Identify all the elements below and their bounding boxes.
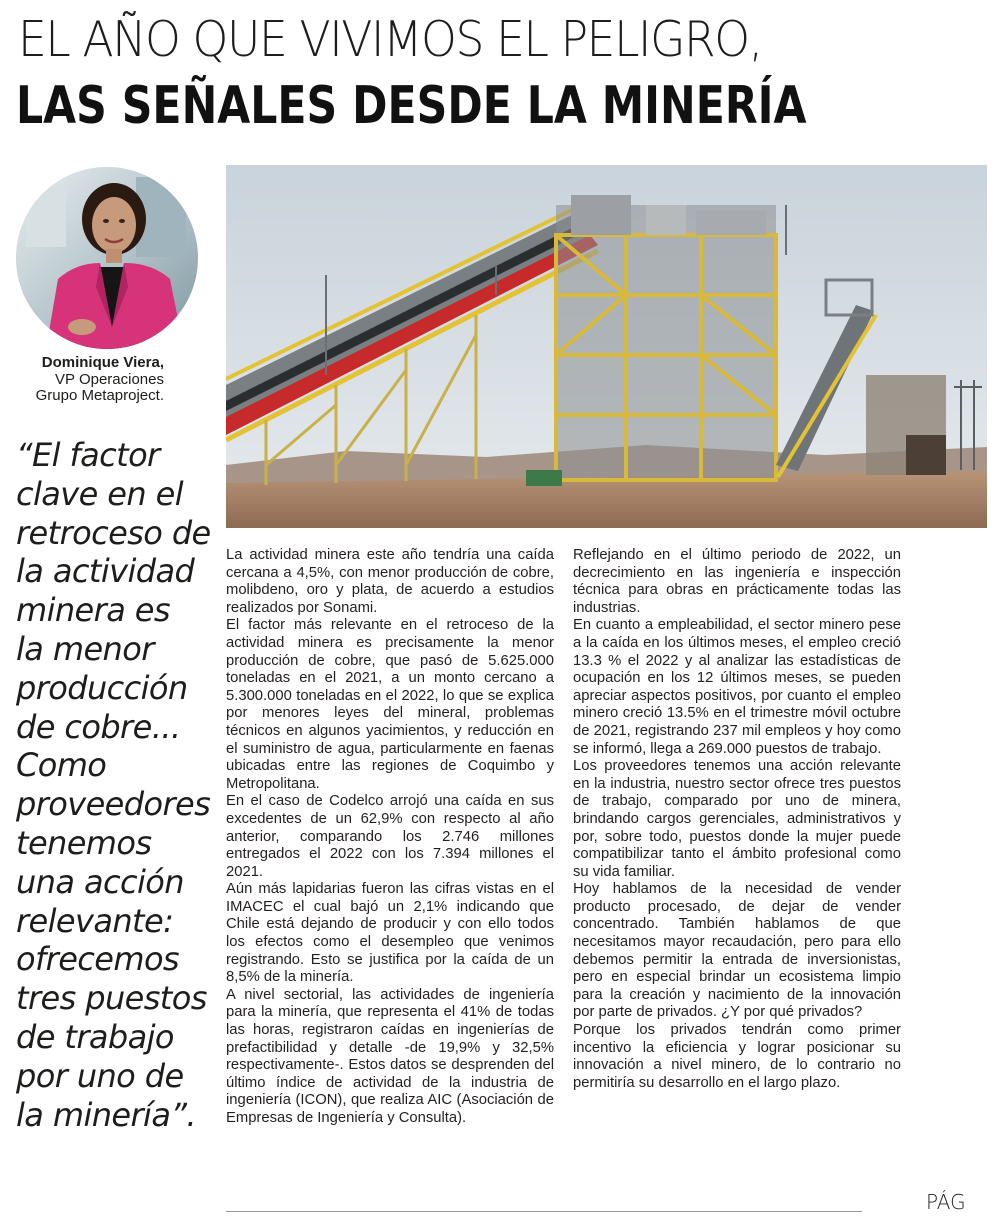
article-paragraph: Los proveedores tenemos una acción relevante en la industria, nuestro sector ofrece tres puestos de trabajo, comparado por uno de minera, brindando cargos gerenciales, administrativos y por, sobre todo, puestos donde la mujer puede compatibilizar tanto el ámbito profesional como su vida familiar. xyxy=(573,758,901,880)
pull-quote-line: retroceso de xyxy=(16,513,211,552)
pull-quote-line: ofrecemos xyxy=(16,940,179,979)
author-credit xyxy=(0,354,164,404)
article-paragraph: Hoy hablamos de la necesidad de vender producto procesado, de dejar de vender concentrado. También hablamos de que necesitamos mayor recaudación, pero para ello debemos permitir la entrada de inversionistas, pero en especial brindar un ecosistema limpio para la creación y nacimiento de la innovación por parte de privados. ¿Y por qué privados? xyxy=(573,881,901,1021)
article-paragraph: La actividad minera este año tendría una caída cercana a 4,5%, con menor producción de cobre, molibdeno, oro y plata, de acuerdo a estudios realizados por Sonami. xyxy=(226,547,554,616)
pull-quote-line: la menor xyxy=(16,629,154,668)
pull-quote-line: de trabajo xyxy=(16,1017,174,1056)
footer-rule xyxy=(226,1211,862,1212)
pull-quote-line: minera es xyxy=(16,591,170,630)
pull-quote-line: tres puestos xyxy=(16,979,207,1018)
author-name: Dominique Viera, xyxy=(41,354,164,371)
pull-quote-line: relevante: xyxy=(16,901,174,940)
page-label: PÁG xyxy=(926,1190,966,1214)
article-paragraph: Aún más lapidarias fueron las cifras vistas en el IMACEC el cual bajó un 2,1% indicando que Chile está dejando de producir y con ello todos los efectos como el desempleo que venimos registrando. Esto se justifica por la caída de un 8,5% de la minería. xyxy=(226,881,554,986)
pull-quote-line: una acción xyxy=(16,862,184,901)
author-role: VP Operaciones xyxy=(55,371,164,388)
author-portrait xyxy=(16,167,198,349)
article-paragraph: En cuanto a empleabilidad, el sector minero pese a la caída en los últimos meses, el empleo creció 13.3 % el 2022 y al analizar las estadísticas de ocupación en los 12 últimos meses, se pueden apreciar aspectos positivos, por cuanto el empleo minero creció 13.5% en el trimestre móvil octubre de 2021, registrando 237 mil empleos y hoy como se informó, llega a 269.000 puestos de trabajo. xyxy=(573,617,901,757)
pull-quote-line: “El factor xyxy=(16,436,160,474)
pull-quote-line: la minería”. xyxy=(16,1095,196,1134)
author-company: Grupo Metaproject. xyxy=(35,387,164,404)
pull-quote-line: producción xyxy=(16,668,188,707)
pull-quote-line: de cobre... xyxy=(16,707,181,746)
pull-quote-line: la actividad xyxy=(16,552,195,591)
pull-quote xyxy=(16,436,216,1134)
pull-quote-line: tenemos xyxy=(16,823,152,862)
article-paragraph: A nivel sectorial, las actividades de ingeniería para la minería, que representa el 41% de todas las horas, registraron caídas en ingenierías de prefactibilidad y detalle -de 19,9% y 32,5% respectivamente-. Estos datos se desprenden del último índice de actividad de la industria de ingeniería (ICON), que realiza AIC (Asociación de Empresas de Ingeniería y Consulta). xyxy=(226,986,554,1126)
article-column-1 xyxy=(226,547,554,1128)
article-paragraph: Porque los privados tendrán como primer incentivo la eficiencia y lograr posicionar su innovación a nivel minero, de lo contrario no permitiría su desarrollo en el largo plazo. xyxy=(573,1022,901,1091)
headline-line-2: LAS SEÑALES DESDE LA MINERÍA xyxy=(16,76,807,136)
article-column-2 xyxy=(573,547,901,1092)
pull-quote-line: clave en el xyxy=(16,474,184,513)
headline-line-1: EL AÑO QUE VIVIMOS EL PELIGRO, xyxy=(18,11,762,68)
pull-quote-line: Como xyxy=(16,746,107,785)
article-paragraph: Reflejando en el último periodo de 2022, un decrecimiento en las ingeniería e inspección técnica para obras en prácticamente todas las industrias. xyxy=(573,547,901,616)
article-paragraph: En el caso de Codelco arrojó una caída en sus excedentes de un 62,9% con respecto al año anterior, comparando los 2.746 millones entregados el 2022 con los 7.394 millones el 2021. xyxy=(226,793,554,880)
mining-plant-photo xyxy=(226,165,987,528)
pull-quote-line: proveedores xyxy=(16,785,211,824)
pull-quote-line: por uno de xyxy=(16,1056,184,1095)
article-paragraph: El factor más relevante en el retroceso de la actividad minera es precisamente la menor producción de cobre, que pasó de 5.625.000 toneladas en el 2021, a un monto cercano a 5.300.000 toneladas en el 2022, lo que se explica por menores leyes del mineral, problemas técnicos en algunos yacimientos, y reducción en el suministro de agua, particularmente en faenas ubicadas entre las regiones de Coquimbo y Metropolitana. xyxy=(226,617,554,792)
